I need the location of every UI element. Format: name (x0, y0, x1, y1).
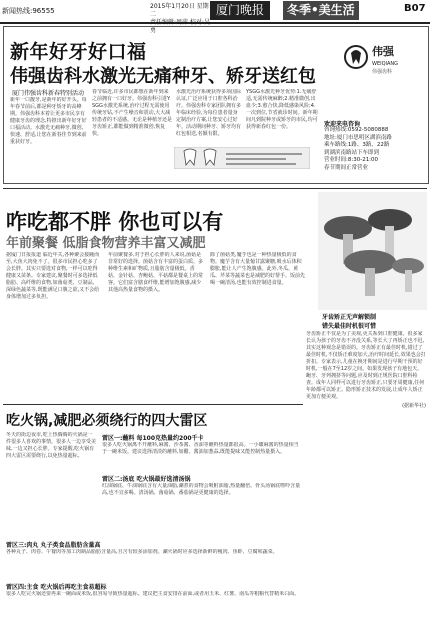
brand-logo-en: WEIQIANG (372, 61, 399, 67)
diet-article-column-2: 年前聚餐多,对于担心长胖的人来说,菌菇是非常好的选择。菌菇含有丰富的蛋白质、多种维生素和矿物质,且脂肪含量极低。香菇、金针菇、杏鲍菇、平菇都是餐桌上的常客。它们富含膳食纤维,能增加饱腹感,减少其他高热量食物的摄入。 (108, 252, 204, 293)
ad-contact-headline: 欢迎来电咨询 (324, 121, 361, 128)
hotpot-article-title: 吃火锅,减肥必须绕行的四大雷区 (6, 413, 208, 429)
ad-headline-2: 伟强齿科水激光无痛种牙、矫牙送红包 (10, 66, 316, 87)
contact-line: 咨询热线:0592-5080888 (324, 127, 389, 133)
page-number: B07 (404, 3, 426, 14)
section-divider (3, 188, 427, 189)
ad-headline-1: 新年好牙好口福 (10, 41, 147, 63)
contact-line: 到湖滨南路站下车即到 (324, 149, 380, 156)
contact-line: 乘车路线:1路、3路、22路 (324, 142, 390, 149)
page-header (0, 0, 430, 34)
editor-credit: 责任编辑:周萍 校对:吴勇 (150, 19, 210, 34)
issue-date: 2015年1月20日 星期二 (150, 3, 209, 18)
side-caption-1: 牙齿矫正无声解锁制 (322, 314, 377, 321)
ad-body-column-4: YSGG水激光种牙优势:1.无痛舒适,无需传统麻醉;2.精准微创,出血少;3.愈合快,降低感染风险;4.一次到位,节省就诊时间。新年期间凡到院种牙或矫牙的市民,均可获得新春红包一份。 (246, 89, 318, 130)
trap-4-heading: 雷区四:主食 吃火锅后再吃主食易超标 (6, 584, 107, 591)
paper-name: 厦门晚报 (210, 1, 270, 20)
trap-2-body: 红油锅底、牛油锅底含有大量油脂,涮煮的食物会吸附油脂,热量翻倍。骨头汤锅底嘌呤含量高,也不宜多喝。清汤锅、菌菇锅、番茄锅是更健康的选择。 (102, 483, 301, 496)
trap-3-heading: 雷区三:肉丸 丸子类食品脂肪含量高 (6, 542, 101, 549)
section-divider (3, 404, 303, 405)
contact-line: 春节期间正常营业 (324, 164, 369, 171)
side-caption-2: 错失最佳时机很可惜 (322, 323, 377, 330)
dental-advertisement (3, 26, 429, 184)
side-article-source: (据新华社) (402, 403, 426, 409)
orthodontics-side-article (306, 331, 426, 631)
trap-2-heading: 雷区二:汤底 吃火锅最好选清汤锅 (102, 476, 191, 483)
diet-article-intro: 据厦门日报报道 临近年关,各种聚会接踵而至,大鱼大肉免不了。很多市民担心吃多了会长胖。其实只要选对食物,一样可以吃得健康又苗条。专家建议,聚餐时可多选择低脂肪、高纤维的食物,如菌菇类、豆制品、深绿色蔬菜等,既能满足口腹之欲,又不会给身体增加过多负担。 (6, 252, 100, 300)
ad-subtitle: 厦门伟强齿科新春特别活动 (12, 90, 85, 97)
hotpot-article-intro: 冬天的街边夜市,吃上热腾腾的火锅是一件很多人喜欢的事情。很多人一边享受美味,一边又担心长胖。专家提醒,吃火锅有四大雷区需要绕行,以免热量超标。 (6, 432, 96, 459)
brand-logo-text: 伟强 (372, 45, 394, 58)
trap-4-body: 很多人吃完火锅还要再来一碗面或米饭,很容易导致热量超标。建议把主食安排在前面,或者用玉米、红薯、南瓜等粗粮代替精米白面。 (6, 591, 300, 597)
section-title: 冬季•美生活 (283, 1, 359, 20)
trap-3-body: 各种丸子、肉卷、午餐肉等加工肉制品脂肪含量高,且含有较多添加剂。涮火锅时应多选择新鲜的瘦肉、鱼虾、豆腐和蔬菜。 (6, 549, 278, 555)
trap-1-heading: 雷区一:蘸料 每100克热量约200千卡 (102, 435, 204, 442)
contact-line: 营业时间:8:30-21:00 (324, 157, 379, 164)
brand-logo-sub: 伟强齿科 (372, 69, 393, 75)
clinic-logo-icon (342, 35, 422, 79)
diet-article-column-3: 除了菌菇类,魔芋也是一种热量极低的食物。魔芋含有大量葡甘露聚糖,吸水后体积膨胀,能让人产生饱腹感。此外,冬瓜、黄瓜、芹菜等蔬菜也是减肥的好帮手。饭前先喝一碗清汤,也能有效控制进食量。 (210, 252, 306, 286)
contact-line: 地址:厦门市思明区湖滨南路 (324, 134, 392, 141)
ad-body-column-2: 春节临近,许多市民都想在新年到来之前拥有一口好牙。伟强齿科引进YSGG水激光系统,治疗过程无需使用传统牙钻,不产生噪音和震动,大大减轻患者的不适感。无论是种植牙还是牙齿矫正,都能做到精准微创,恢复快。 (92, 89, 172, 137)
ad-contact-info (324, 127, 424, 173)
diet-article-subtitle: 年前聚餐 低脂食物营养丰富又减肥 (6, 236, 206, 251)
trap-1-body: 很多人吃火锅离不开蘸料,麻酱、沙茶酱、香油等蘸料热量都很高。一小碟麻酱的热量相当于一碗米饭。建议选择清淡的蘸料,如醋、酱油加葱蒜,既能提味又能控制热量摄入。 (102, 442, 299, 455)
diet-article-title: 咋吃都不胖 你也可以有 (6, 210, 224, 234)
side-article-body: 牙齿矫正不仅是为了美观,更关系到口腔健康。很多家长认为孩子的牙齿不齐没关系,等长大了再矫正也不迟,其实这种观念是错误的。牙齿矫正有最佳时机,错过了最佳时机,不仅矫正难度加大,治疗时间延长,效果也会打折扣。专家表示,儿童在换牙期间是进行早期干预的好时机,一般在7至12岁之间。如果发现孩子有地包天、龅牙、牙列拥挤等问题,应及时到正规医院口腔科检查。成年人同样可以进行牙齿矫正,只要牙周健康,任何年龄都可以矫正。隐形矫正技术的发展,让成年人矫正更加方便美观。 (306, 331, 426, 400)
news-hotline: 新闻热线:96555 (2, 7, 55, 15)
tooth-illustration-icon (174, 147, 310, 169)
mushroom-photo-icon (318, 192, 427, 310)
ad-body-column-3: 水激光治疗系统获得多项国际认证,广泛应用于口腔各科治疗。伟强齿科专家团队拥有多年临床经验,为每位患者量身定制治疗方案,让您安心过好年。活动期间种牙、矫牙均有红包相送,名额有限。 (176, 89, 242, 137)
ad-body-column-1: 新年一口靓牙,是新年的好开头。每年春节前后,都是种牙矫牙的高峰期。伟强齿科本着让更多市民享有健康牙齿的理念,特推出新年好牙好口福活动。水激光无痛种牙,微创、快速、舒适,让您在新春佳节到来前重获好牙。 (10, 97, 87, 145)
